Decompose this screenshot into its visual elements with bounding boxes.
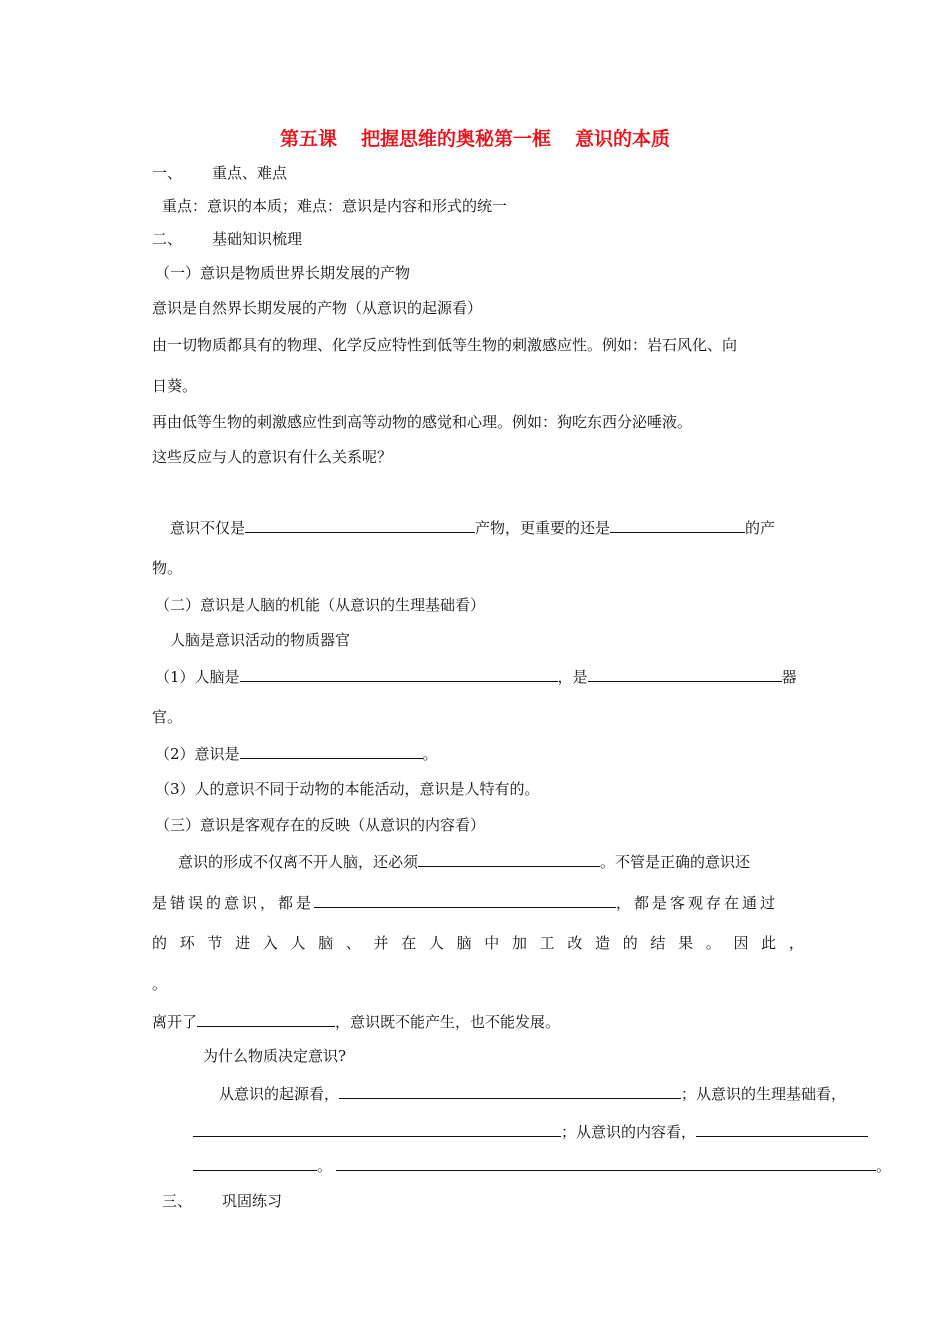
part-2-heading: （二）意识是人脑的机能（从意识的生理基础看）: [155, 596, 486, 614]
section-3-heading: 三、 巩固练习: [162, 1192, 283, 1210]
fill-line: （2）意识是 。: [155, 745, 438, 763]
spaced-char: 节: [207, 934, 223, 952]
answer-blank[interactable]: [588, 666, 782, 682]
answer-blank[interactable]: [240, 666, 558, 682]
spaced-char: 进: [235, 934, 251, 952]
text-line: 日葵。: [152, 377, 198, 395]
spaced-char: 、: [345, 934, 361, 952]
part-1-heading: （一）意识是物质世界长期发展的产物: [155, 264, 411, 282]
fill-line: ；从意识的内容看，: [193, 1121, 868, 1142]
spaced-char: 并: [373, 934, 389, 952]
answer-blank[interactable]: [696, 1121, 868, 1137]
spaced-char: 的: [622, 934, 638, 952]
answer-blank[interactable]: [197, 1011, 335, 1027]
text-line: 物。: [152, 559, 183, 577]
text-line: 人脑是意识活动的物质器官: [170, 631, 351, 649]
text-line-spaced: [152, 933, 804, 953]
answer-blank[interactable]: [610, 517, 745, 533]
spaced-char: 脑: [456, 934, 472, 952]
answer-blank[interactable]: [245, 517, 475, 533]
key-points: 重点：意识的本质；难点：意识是内容和形式的统一: [162, 197, 508, 215]
answer-blank[interactable]: [339, 1083, 681, 1099]
fill-line: （1）人脑是 ，是 器: [155, 668, 797, 686]
text-line: 由一切物质都具有的物理、化学反应特性到低等生物的刺激感应性。例如：岩石风化、向: [152, 336, 738, 354]
section-2-heading: 二、 基础知识梳理: [152, 230, 303, 248]
text-line: 意识是自然界长期发展的产物（从意识的起源看）: [152, 299, 483, 317]
question: 为什么物质决定意识?: [203, 1047, 347, 1065]
answer-blank[interactable]: [314, 892, 616, 908]
spaced-char: 入: [262, 934, 278, 952]
fill-line: 。 。: [193, 1155, 891, 1176]
answer-blank[interactable]: [418, 851, 600, 867]
spaced-char: 脑: [318, 934, 334, 952]
section-1-heading: 一、 重点、难点: [152, 164, 288, 182]
fill-line: 从意识的起源看， ；从意识的生理基础看，: [219, 1085, 847, 1103]
spaced-char: 的: [152, 934, 168, 952]
text-line: 官。: [152, 708, 183, 726]
spaced-char: ，: [788, 934, 804, 952]
spaced-char: 工: [539, 934, 555, 952]
text-line: （3）人的意识不同于动物的本能活动，意识是人特有的。: [155, 780, 540, 798]
text-line: 这些反应与人的意识有什么关系呢？: [152, 448, 393, 466]
spaced-char: 因: [733, 934, 749, 952]
spaced-char: 此: [761, 934, 777, 952]
fill-line: 离开了 ，意识既不能产生，也不能发展。: [152, 1013, 561, 1031]
answer-blank[interactable]: [240, 743, 423, 759]
spaced-char: 造: [595, 934, 611, 952]
page-title: 第五课 把握思维的奥秘第一框 意识的本质: [279, 128, 671, 150]
fill-line: 意识的形成不仅离不开人脑，还必须 。不管是正确的意识还: [178, 853, 751, 871]
spaced-char: 人: [428, 934, 444, 952]
spaced-char: 中: [484, 934, 500, 952]
spaced-char: 在: [401, 934, 417, 952]
text-line: 。: [152, 975, 168, 993]
fill-line: 意识不仅是 产物，更重要的还是 的产: [170, 519, 776, 537]
spaced-char: 人: [290, 934, 306, 952]
spaced-char: 果: [678, 934, 694, 952]
spaced-char: 加: [511, 934, 527, 952]
text-line: 再由低等生物的刺激感应性到高等动物的感觉和心理。例如：狗吃东西分泌唾液。: [152, 413, 693, 431]
spaced-char: 。: [705, 934, 721, 952]
spaced-char: 结: [650, 934, 666, 952]
spaced-char: 改: [567, 934, 583, 952]
fill-line: 是错误的意识，都是 ，都是客观存在通过: [152, 894, 779, 912]
answer-blank[interactable]: [336, 1155, 876, 1171]
answer-blank[interactable]: [193, 1121, 561, 1137]
spaced-char: 环: [179, 934, 195, 952]
part-3-heading: （三）意识是客观存在的反映（从意识的内容看）: [155, 816, 486, 834]
answer-blank[interactable]: [193, 1155, 317, 1171]
